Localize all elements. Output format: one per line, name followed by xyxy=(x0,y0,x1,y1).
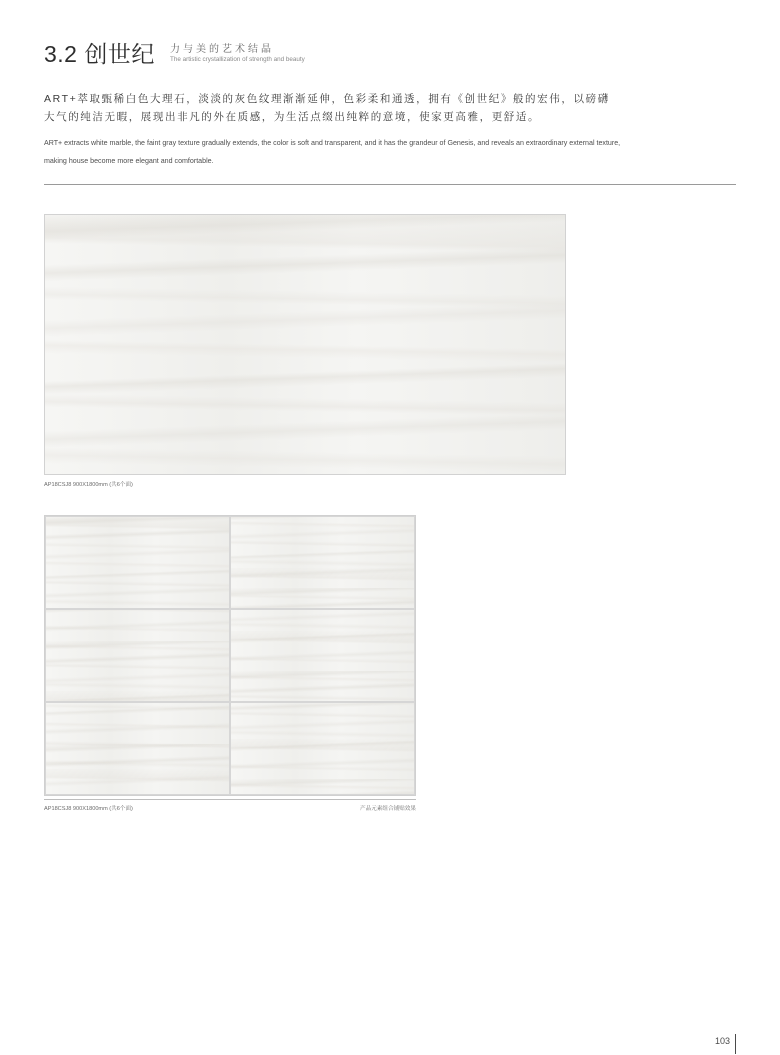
tile-layout-image xyxy=(44,515,416,796)
tile-panel xyxy=(231,610,414,701)
tile-panel xyxy=(46,517,229,608)
tile-panel xyxy=(231,703,414,794)
subtitle-english: The artistic crystallization of strength and beauty xyxy=(170,56,305,63)
section-title: 3.2 创世纪 xyxy=(44,41,155,67)
page-number-marker xyxy=(735,1034,736,1054)
tile-layout-caption: AP18CSJ8 900X1800mm (共6个面) xyxy=(44,806,133,812)
tile-layout-effect-caption: 产品元素组合铺贴效果 xyxy=(360,806,416,812)
intro-paragraph-chinese: ART+萃取甄稀白色大理石，淡淡的灰色纹理渐渐延伸，色彩柔和通透，拥有《创世纪》般的宏伟，以磅礴大气的纯洁无暇，展现出非凡的外在质感，为生活点缀出纯粹的意境，使家更高雅，更舒适。 xyxy=(44,93,610,123)
grid-caption-rule xyxy=(44,799,416,800)
slab-caption: AP18CSJ8 900X1800mm (共6个面) xyxy=(44,482,133,488)
subtitle-chinese: 力与美的艺术结晶 xyxy=(170,44,274,55)
tile-panel xyxy=(231,517,414,608)
section-divider xyxy=(44,184,736,185)
tile-panel xyxy=(46,610,229,701)
tile-panel xyxy=(46,703,229,794)
page-number: 103 xyxy=(714,1036,730,1046)
intro-paragraph-english: ART+ extracts white marble, the faint gray texture gradually extends, the color is soft and transparent, and it has the grandeur of Genesis, and reveals an extraordinary external texture, making house become more elegant and comfortable. xyxy=(44,139,621,165)
marble-slab-image xyxy=(44,214,566,475)
